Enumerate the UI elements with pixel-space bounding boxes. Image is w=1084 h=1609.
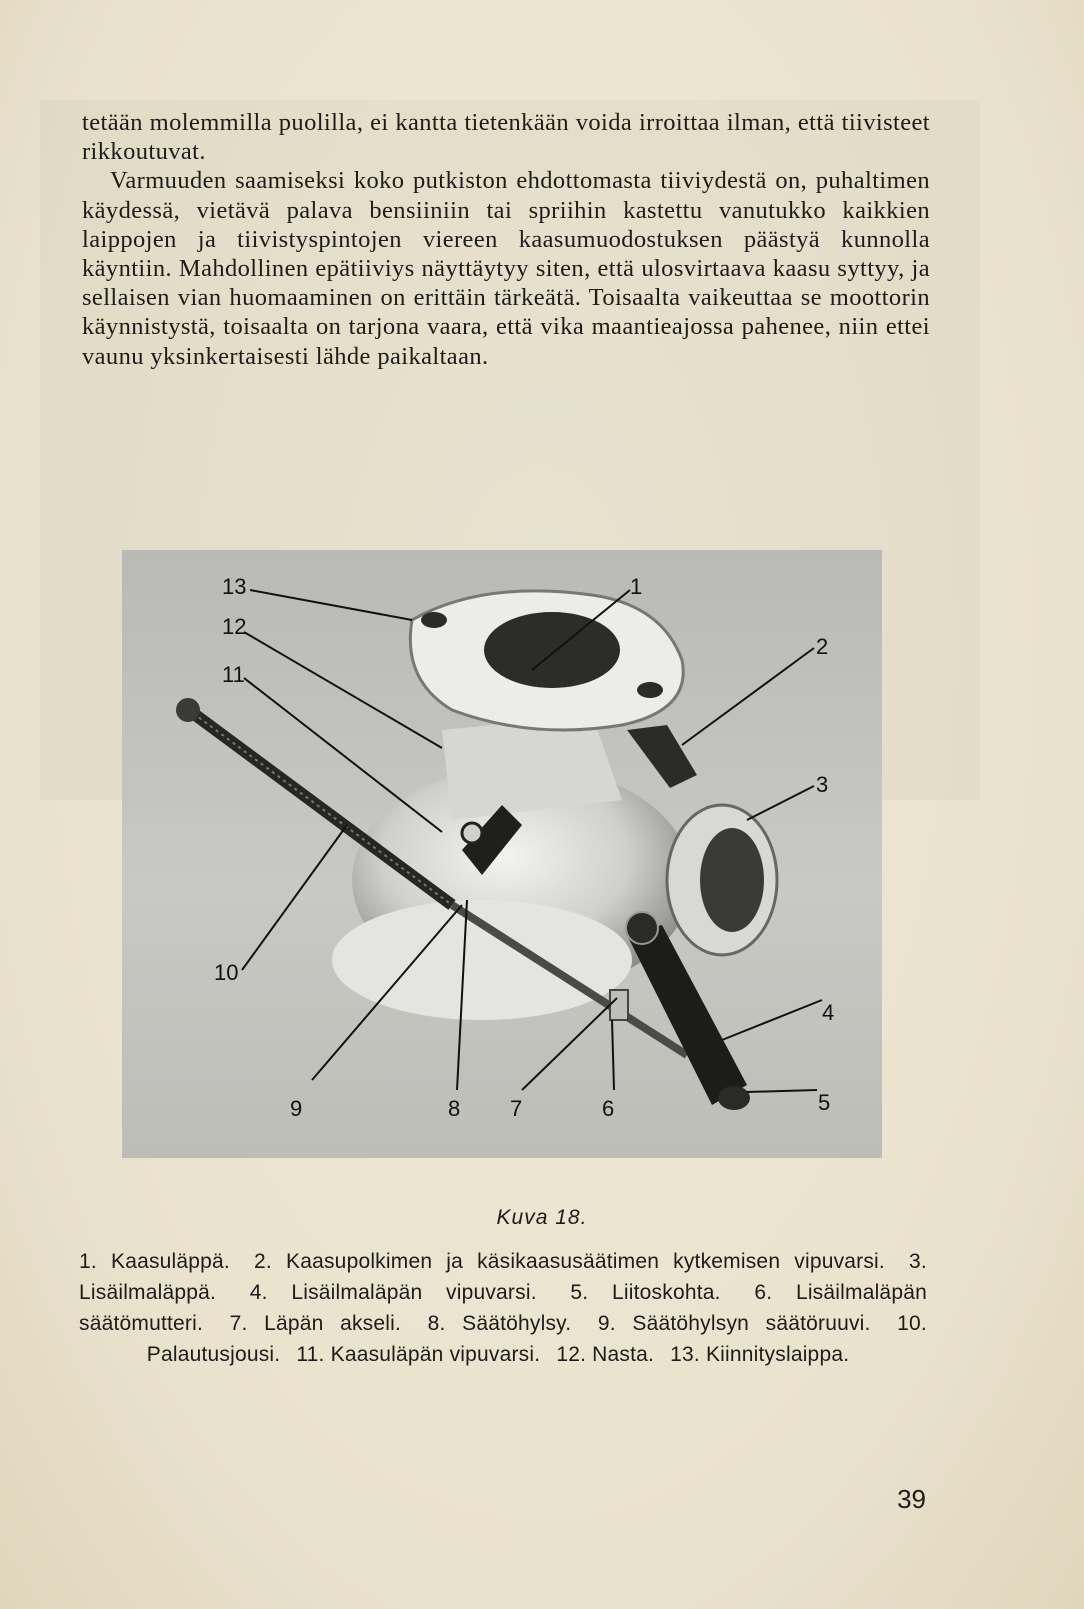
throttle-bore <box>484 612 620 688</box>
legend-item: 12. Nasta. <box>556 1343 655 1366</box>
air-valve-nut <box>626 912 658 944</box>
legend-item: 3. Lisäilmaläppä. <box>79 1250 927 1304</box>
throttle-lever-bolt <box>462 823 482 843</box>
air-intake-opening <box>700 828 764 932</box>
callout-7: 7 <box>510 1096 523 1121</box>
paragraph-1: tetään molemmilla puolilla, ei kantta tietenkään voida irroittaa ilman, että tiivisteet rikkoutuvat. <box>82 109 930 166</box>
body-text <box>82 108 930 371</box>
legend-item: 10. Palautusjousi. <box>146 1312 927 1366</box>
legend-item: 8. Säätöhylsy. <box>427 1312 572 1335</box>
legend-item: 2. Kaasupolkimen ja käsikaasusäätimen kytkemisen vipuvarsi. <box>254 1250 885 1273</box>
legend-item: 6. Lisäilmaläpän säätömutteri. <box>79 1281 927 1335</box>
callout-3: 3 <box>816 772 829 797</box>
legend-item: 9. Säätöhylsyn säätöruuvi. <box>597 1312 871 1335</box>
callout-12: 12 <box>222 614 247 639</box>
figure-caption: Kuva 18. <box>496 1206 588 1229</box>
joint-end <box>718 1086 750 1110</box>
rod-nut <box>176 698 200 722</box>
callout-4: 4 <box>822 1000 835 1025</box>
legend-item: 7. Läpän akseli. <box>229 1312 402 1335</box>
carburetor-photo <box>122 550 882 1158</box>
legend-item: 11. Kaasuläpän vipuvarsi. <box>296 1343 541 1366</box>
figure-legend <box>79 1246 927 1370</box>
legend-item: 13. Kiinnityslaippa. <box>670 1343 850 1366</box>
adjust-sleeve <box>610 990 628 1020</box>
flange-hole-right <box>637 682 663 698</box>
legend-item: 5. Liitoskohta. <box>570 1281 721 1304</box>
callout-9: 9 <box>290 1096 303 1121</box>
callout-10: 10 <box>214 960 239 985</box>
callout-2: 2 <box>816 634 829 659</box>
carburetor-illustration <box>122 550 882 1158</box>
callout-5: 5 <box>818 1090 831 1115</box>
callout-6: 6 <box>602 1096 615 1121</box>
callout-11: 11 <box>222 662 245 687</box>
callout-1: 1 <box>630 574 643 599</box>
callout-13: 13 <box>222 574 247 599</box>
legend-item: 4. Lisäilmaläpän vipuvarsi. <box>249 1281 537 1304</box>
legend-item: 1. Kaasuläppä. <box>79 1250 230 1273</box>
lever-plate <box>627 725 697 788</box>
flange-hole-left <box>421 612 447 628</box>
page-number: 39 <box>897 1484 926 1514</box>
paragraph-2: Varmuuden saamiseksi koko putkiston ehdottomasta tiiviydestä on, puhaltimen käydessä, vietävä palava bensiiniin tai spriihin kastettu vanutukko kaikkien laippojen ja tiivistyspintojen viereen kaasumuodostuksen päästyä kunnolla käyntiin. Mahdollinen epätiiviys näyttäytyy siten, että ulosvirtaava kaasu syttyy, ja sellaisen vian huomaaminen on erittäin tärkeätä. Toisaalta vaikeuttaa se moottorin käynnistystä, toisaalta on tarjona vaara, että vika maantieajossa pahenee, niin ettei vaunu yksinkertaisesti lähde paikaltaan. <box>82 167 930 370</box>
carburetor-base <box>332 900 632 1020</box>
callout-8: 8 <box>448 1096 461 1121</box>
